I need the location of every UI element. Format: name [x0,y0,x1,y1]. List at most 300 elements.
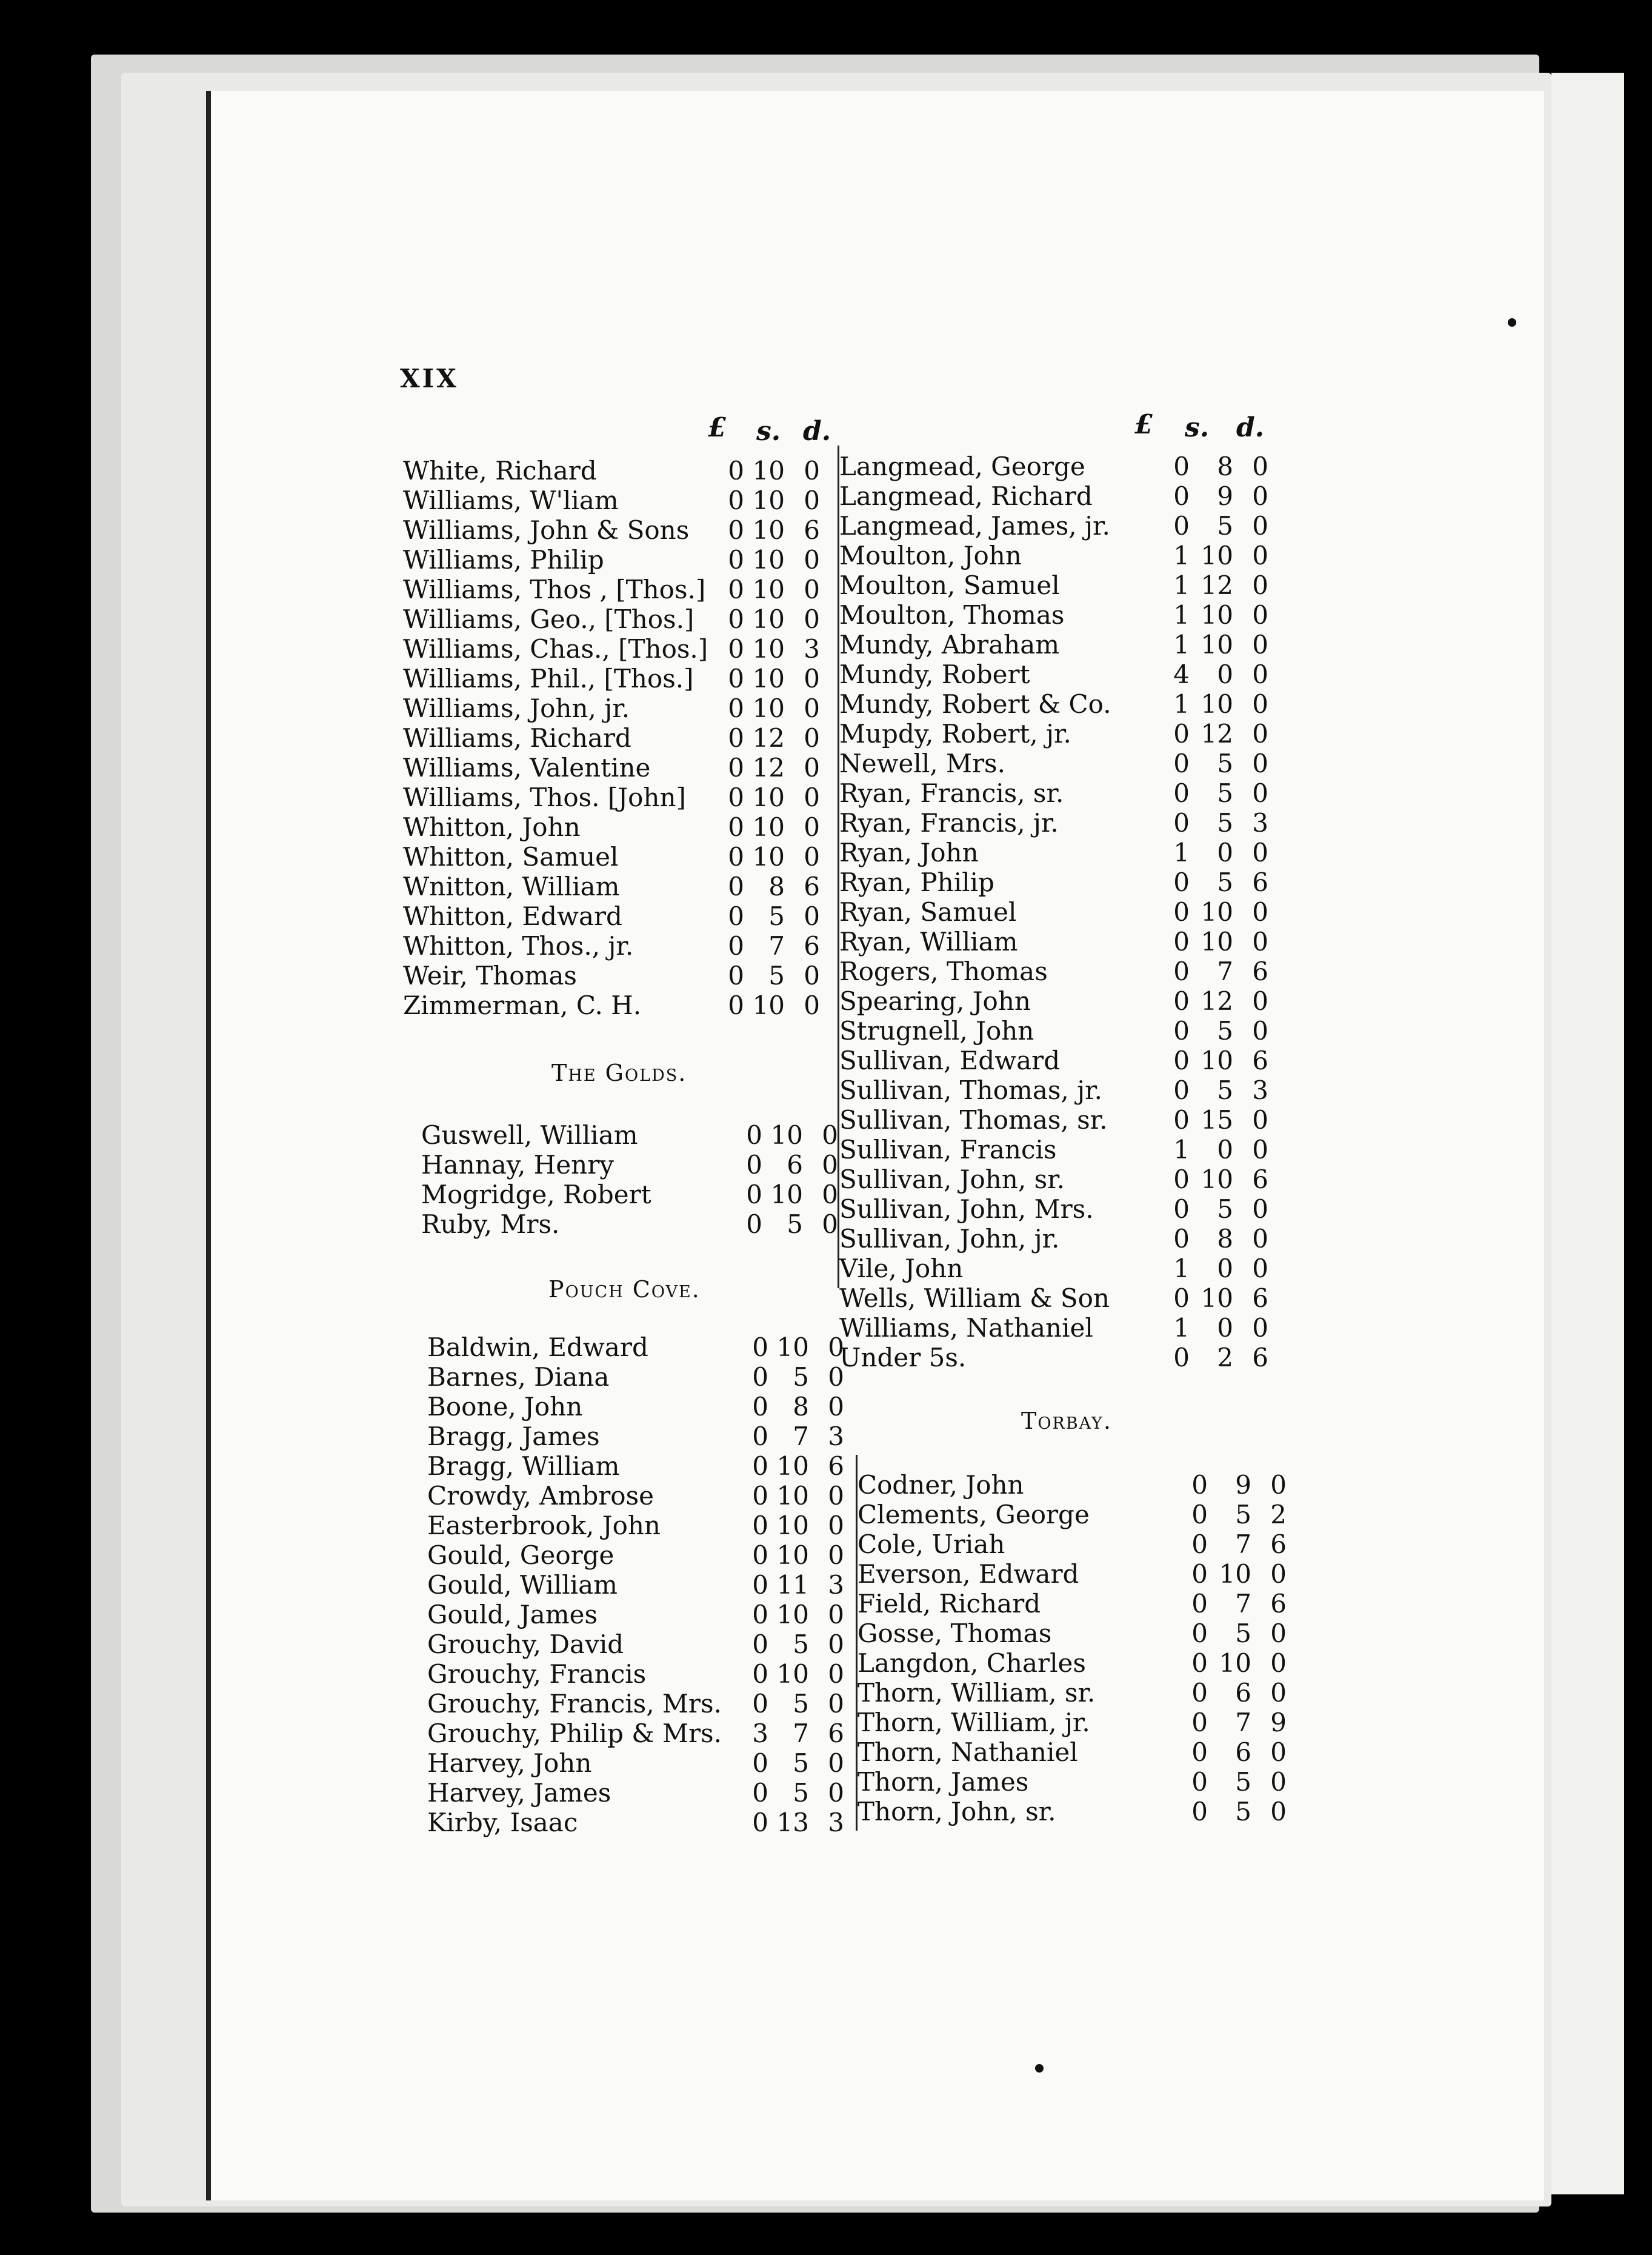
entry-name: Wnitton, William [403,872,620,901]
entry-name: Williams, Thos. [John] [403,783,686,812]
entry-name: Crowdy, Ambrose [427,1481,654,1511]
amount-shillings: 10 [752,575,785,604]
amount-pence: 0 [804,812,820,842]
amount-shillings: 7 [768,931,785,961]
list-item [403,931,876,961]
list-item [427,1332,900,1362]
amount-pounds: 0 [728,842,744,872]
amount-pounds: 0 [1191,1619,1208,1648]
entry-name: Harvey, James [427,1778,611,1808]
amount-pounds: 0 [1173,1075,1190,1105]
amount-shillings: 10 [770,1180,803,1209]
amount-pence: 0 [1252,838,1268,867]
amount-shillings: 5 [768,901,785,931]
amount-pence: 0 [1252,1105,1268,1135]
amount-pounds: 0 [728,783,744,812]
entry-name: Ryan, Francis, sr. [839,778,1064,808]
amount-pounds: 0 [752,1451,768,1481]
entry-name: Whitton, Edward [403,901,622,931]
amount-shillings: 10 [1201,1164,1233,1194]
amount-pounds: 0 [1173,749,1190,778]
list-item [839,1254,1312,1283]
list-item [839,749,1312,778]
amount-pence: 0 [828,1392,844,1421]
header-pence-right: d. [1236,412,1265,443]
list-item [839,1313,1312,1343]
amount-shillings: 10 [752,783,785,812]
amount-pence: 0 [1252,1194,1268,1224]
amount-pounds: 0 [728,693,744,723]
entry-name: Ryan, Samuel [839,897,1017,927]
amount-shillings: 7 [793,1421,809,1451]
amount-pounds: 0 [752,1600,768,1629]
left-list-pouch [427,1332,900,1837]
list-item [839,1283,1312,1313]
list-item [421,1150,894,1180]
amount-pence: 0 [828,1481,844,1511]
amount-pence: 0 [822,1180,838,1209]
entry-name: Williams, W'liam [403,486,619,515]
amount-pounds: 1 [1173,689,1190,719]
amount-shillings: 10 [776,1332,809,1362]
amount-pounds: 0 [1191,1708,1208,1737]
amount-pence: 0 [1252,689,1268,719]
amount-shillings: 10 [776,1481,809,1511]
list-item [427,1748,900,1778]
list-item [403,545,876,575]
list-item [839,541,1312,570]
entry-name: Williams, Chas., [Thos.] [403,634,708,664]
entry-name: Gosse, Thomas [858,1619,1052,1648]
left-list-main [403,456,876,1020]
print-speck [1508,318,1516,327]
amount-pounds: 0 [752,1392,768,1421]
amount-pence: 0 [828,1689,844,1719]
amount-pounds: 0 [1173,1194,1190,1224]
amount-pence: 6 [1252,1164,1268,1194]
amount-shillings: 6 [787,1150,803,1180]
entry-name: Williams, Philip [403,545,604,575]
amount-shillings: 8 [768,872,785,901]
amount-pounds: 0 [752,1748,768,1778]
amount-pounds: 0 [728,604,744,634]
amount-shillings: 5 [787,1209,803,1239]
amount-pounds: 0 [752,1511,768,1540]
amount-pounds: 0 [752,1570,768,1600]
amount-pence: 0 [804,991,820,1020]
amount-shillings: 5 [1217,1194,1233,1224]
amount-pounds: 0 [728,456,744,486]
amount-pence: 0 [804,575,820,604]
amount-pence: 0 [1270,1797,1287,1826]
entry-name: Moulton, Thomas [839,600,1065,630]
amount-pounds: 0 [752,1481,768,1511]
amount-pounds: 0 [1173,1105,1190,1135]
list-item [839,1046,1312,1075]
entry-name: Williams, Valentine [403,753,651,783]
amount-shillings: 12 [752,753,785,783]
list-item [839,1194,1312,1224]
entry-name: Thorn, James [858,1767,1029,1797]
entry-name: Grouchy, Francis, Mrs. [427,1689,722,1719]
entry-name: Whitton, Thos., jr. [403,931,634,961]
entry-name: Langmead, James, jr. [839,511,1110,541]
entry-name: Langmead, Richard [839,481,1093,511]
entry-name: Ryan, John [839,838,979,867]
entry-name: Baldwin, Edward [427,1332,648,1362]
list-item [421,1120,894,1150]
amount-pence: 3 [828,1421,844,1451]
entry-name: Sullivan, John, Mrs. [839,1194,1094,1224]
entry-name: Weir, Thomas [403,961,577,991]
entry-name: Barnes, Diana [427,1362,610,1392]
amount-pence: 0 [1252,452,1268,481]
entry-name: Williams, Richard [403,723,631,753]
amount-shillings: 5 [1235,1767,1251,1797]
amount-pounds: 0 [752,1629,768,1659]
list-item [403,515,876,545]
amount-pence: 3 [1252,1075,1268,1105]
list-item [858,1767,1330,1797]
amount-shillings: 8 [1217,452,1233,481]
amount-pence: 0 [1252,1135,1268,1164]
list-item [839,1224,1312,1254]
amount-shillings: 10 [752,991,785,1020]
list-item [858,1708,1330,1737]
amount-pence: 0 [804,545,820,575]
amount-pence: 6 [828,1451,844,1481]
entry-name: Sullivan, John, sr. [839,1164,1065,1194]
amount-pence: 0 [1252,1224,1268,1254]
amount-pounds: 0 [1173,986,1190,1016]
amount-pounds: 1 [1173,570,1190,600]
amount-shillings: 0 [1217,1254,1233,1283]
amount-pence: 6 [1252,867,1268,897]
amount-pounds: 0 [728,753,744,783]
amount-pence: 0 [804,486,820,515]
entry-name: Thorn, William, sr. [858,1678,1096,1708]
entry-name: Rogers, Thomas [839,957,1048,986]
list-item [839,808,1312,838]
amount-pence: 0 [828,1540,844,1570]
entry-name: Langdon, Charles [858,1648,1086,1678]
amount-pence: 0 [804,901,820,931]
list-item [839,511,1312,541]
amount-pence: 0 [822,1150,838,1180]
amount-shillings: 11 [776,1570,809,1600]
list-item [839,719,1312,749]
list-item [427,1629,900,1659]
entry-name: Ryan, Philip [839,867,994,897]
amount-shillings: 10 [752,604,785,634]
amount-shillings: 10 [776,1451,809,1481]
entry-name: Mogridge, Robert [421,1180,651,1209]
amount-pence: 6 [804,515,820,545]
amount-pence: 0 [804,693,820,723]
entry-name: Thorn, Nathaniel [858,1737,1078,1767]
amount-shillings: 10 [776,1540,809,1570]
amount-pounds: 1 [1173,541,1190,570]
amount-shillings: 10 [1201,1283,1233,1313]
amount-pence: 0 [1252,749,1268,778]
list-item [839,957,1312,986]
entry-name: Vile, John [839,1254,964,1283]
amount-shillings: 10 [752,634,785,664]
amount-pounds: 0 [728,486,744,515]
amount-pounds: 1 [1173,838,1190,867]
entry-name: Gould, William [427,1570,618,1600]
amount-pence: 0 [1252,511,1268,541]
list-item [858,1470,1330,1500]
list-item [421,1180,894,1209]
entry-name: Hannay, Henry [421,1150,614,1180]
entry-name: Mupdy, Robert, jr. [839,719,1071,749]
amount-pounds: 0 [1173,897,1190,927]
amount-pence: 0 [828,1778,844,1808]
entry-name: Williams, John, jr. [403,693,630,723]
amount-shillings: 7 [793,1719,809,1748]
amount-shillings: 7 [1235,1529,1251,1559]
amount-pounds: 0 [1173,719,1190,749]
amount-pence: 6 [1270,1529,1287,1559]
entry-name: Gould, James [427,1600,598,1629]
entry-name: Cole, Uriah [858,1529,1005,1559]
amount-shillings: 10 [1201,897,1233,927]
amount-shillings: 9 [1217,481,1233,511]
amount-shillings: 10 [1201,541,1233,570]
amount-pounds: 0 [1173,1046,1190,1075]
amount-pounds: 0 [1191,1767,1208,1797]
amount-pounds: 0 [746,1120,762,1150]
list-item [427,1451,900,1481]
list-item [403,486,876,515]
list-item [403,604,876,634]
page-number: XIX [400,364,459,393]
amount-pounds: 0 [728,545,744,575]
list-item [403,783,876,812]
amount-pence: 6 [1252,957,1268,986]
amount-pounds: 4 [1173,660,1190,689]
section-title-pouch-cove: Pouch Cove. [548,1276,701,1303]
amount-pence: 0 [804,604,820,634]
entry-name: Boone, John [427,1392,583,1421]
list-item [403,634,876,664]
amount-shillings: 12 [1201,570,1233,600]
amount-pounds: 0 [752,1362,768,1392]
amount-pounds: 0 [746,1150,762,1180]
amount-shillings: 5 [793,1362,809,1392]
entry-name: Thorn, William, jr. [858,1708,1090,1737]
amount-shillings: 15 [1201,1105,1233,1135]
amount-shillings: 5 [1217,867,1233,897]
entry-name: Grouchy, Philip & Mrs. [427,1719,722,1748]
right-list-main [839,452,1312,1372]
amount-pence: 0 [804,456,820,486]
amount-pounds: 0 [728,991,744,1020]
amount-shillings: 0 [1217,1135,1233,1164]
amount-pounds: 0 [746,1180,762,1209]
amount-pounds: 0 [746,1209,762,1239]
amount-shillings: 10 [776,1511,809,1540]
amount-shillings: 6 [1235,1678,1251,1708]
amount-pounds: 3 [752,1719,768,1748]
amount-pounds: 0 [1191,1648,1208,1678]
amount-pounds: 0 [728,812,744,842]
amount-pounds: 0 [1191,1589,1208,1619]
amount-shillings: 10 [752,486,785,515]
amount-pence: 0 [1252,600,1268,630]
entry-name: Grouchy, Francis [427,1659,647,1689]
amount-pounds: 0 [1173,1343,1190,1372]
amount-pounds: 0 [1173,481,1190,511]
section-title-the-golds: The Golds. [551,1060,687,1086]
list-item [403,872,876,901]
list-item [403,456,876,486]
entry-name: Williams, Geo., [Thos.] [403,604,694,634]
amount-pounds: 0 [752,1659,768,1689]
amount-shillings: 7 [1235,1708,1251,1737]
entry-name: Williams, John & Sons [403,515,690,545]
amount-shillings: 9 [1235,1470,1251,1500]
amount-shillings: 10 [752,545,785,575]
amount-shillings: 10 [1201,927,1233,957]
amount-shillings: 5 [793,1689,809,1719]
header-shillings-right: s. [1185,412,1210,443]
amount-pounds: 0 [752,1689,768,1719]
amount-pence: 0 [1252,986,1268,1016]
list-item [839,600,1312,630]
amount-pence: 0 [1252,778,1268,808]
amount-pence: 0 [828,1362,844,1392]
amount-pounds: 0 [752,1421,768,1451]
amount-shillings: 8 [1217,1224,1233,1254]
list-item [427,1719,900,1748]
print-speck [1035,2064,1044,2073]
amount-pence: 0 [1252,660,1268,689]
entry-name: Sullivan, Thomas, jr. [839,1075,1102,1105]
amount-shillings: 5 [1235,1500,1251,1529]
right-list-torbay [858,1470,1330,1826]
amount-pence: 3 [1252,808,1268,838]
amount-pence: 0 [828,1748,844,1778]
amount-pence: 0 [1252,630,1268,660]
amount-pounds: 1 [1173,1254,1190,1283]
amount-pounds: 0 [1173,1016,1190,1046]
amount-shillings: 5 [1217,778,1233,808]
list-item [839,867,1312,897]
header-pence-left: d. [803,416,831,447]
amount-pence: 0 [1270,1678,1287,1708]
amount-pence: 0 [828,1600,844,1629]
list-item [403,991,876,1020]
entry-name: Mundy, Abraham [839,630,1060,660]
entry-name: Under 5s. [839,1343,967,1372]
left-list-golds [421,1120,894,1239]
amount-pounds: 0 [1173,867,1190,897]
amount-pounds: 1 [1173,630,1190,660]
amount-pence: 0 [1270,1619,1287,1648]
amount-pounds: 0 [1173,1283,1190,1313]
amount-pence: 6 [1270,1589,1287,1619]
amount-shillings: 12 [1201,719,1233,749]
amount-shillings: 5 [793,1778,809,1808]
amount-shillings: 2 [1217,1343,1233,1372]
amount-pounds: 0 [1173,957,1190,986]
list-item [427,1540,900,1570]
amount-pounds: 0 [752,1808,768,1837]
list-item [858,1619,1330,1648]
amount-shillings: 5 [1217,511,1233,541]
amount-pounds: 0 [1173,1224,1190,1254]
entry-name: Williams, Thos , [Thos.] [403,575,706,604]
section-title-torbay: Torbay. [1021,1408,1112,1434]
amount-shillings: 10 [752,812,785,842]
list-item [839,689,1312,719]
entry-name: Sullivan, John, jr. [839,1224,1060,1254]
amount-shillings: 13 [776,1808,809,1837]
amount-pounds: 0 [752,1332,768,1362]
amount-pounds: 0 [752,1778,768,1808]
amount-shillings: 0 [1217,838,1233,867]
amount-shillings: 8 [793,1392,809,1421]
list-item [427,1421,900,1451]
entry-name: Zimmerman, C. H. [403,991,642,1020]
amount-pence: 0 [1270,1559,1287,1589]
amount-shillings: 5 [1217,749,1233,778]
amount-pence: 0 [1252,719,1268,749]
header-pounds-left: £ [708,412,727,443]
entry-name: Langmead, George [839,452,1085,481]
list-item [427,1689,900,1719]
amount-pounds: 0 [728,515,744,545]
amount-shillings: 10 [1201,689,1233,719]
amount-pence: 0 [828,1629,844,1659]
entry-name: Ruby, Mrs. [421,1209,560,1239]
entry-name: Thorn, John, sr. [858,1797,1056,1826]
amount-pence: 0 [804,753,820,783]
list-item [403,901,876,931]
amount-pence: 0 [828,1511,844,1540]
amount-pence: 9 [1270,1708,1287,1737]
entry-name: Grouchy, David [427,1629,624,1659]
amount-shillings: 5 [1235,1619,1251,1648]
amount-pence: 0 [1252,1254,1268,1283]
list-item [839,660,1312,689]
amount-pence: 6 [1252,1343,1268,1372]
list-item [839,1343,1312,1372]
amount-pence: 0 [1270,1648,1287,1678]
amount-pounds: 0 [1191,1470,1208,1500]
list-item [839,1135,1312,1164]
entry-name: Clements, George [858,1500,1090,1529]
list-item [839,1105,1312,1135]
amount-shillings: 10 [1201,1046,1233,1075]
amount-pounds: 0 [1191,1500,1208,1529]
amount-pounds: 0 [752,1540,768,1570]
amount-shillings: 10 [1201,630,1233,660]
amount-pence: 0 [822,1209,838,1239]
amount-pence: 6 [804,872,820,901]
amount-shillings: 10 [752,515,785,545]
amount-shillings: 5 [1217,1075,1233,1105]
list-item [403,664,876,693]
list-item [839,838,1312,867]
list-item [427,1659,900,1689]
amount-pence: 0 [1270,1767,1287,1797]
entry-name: Newell, Mrs. [839,749,1005,778]
amount-pence: 3 [828,1808,844,1837]
list-item [427,1808,900,1837]
